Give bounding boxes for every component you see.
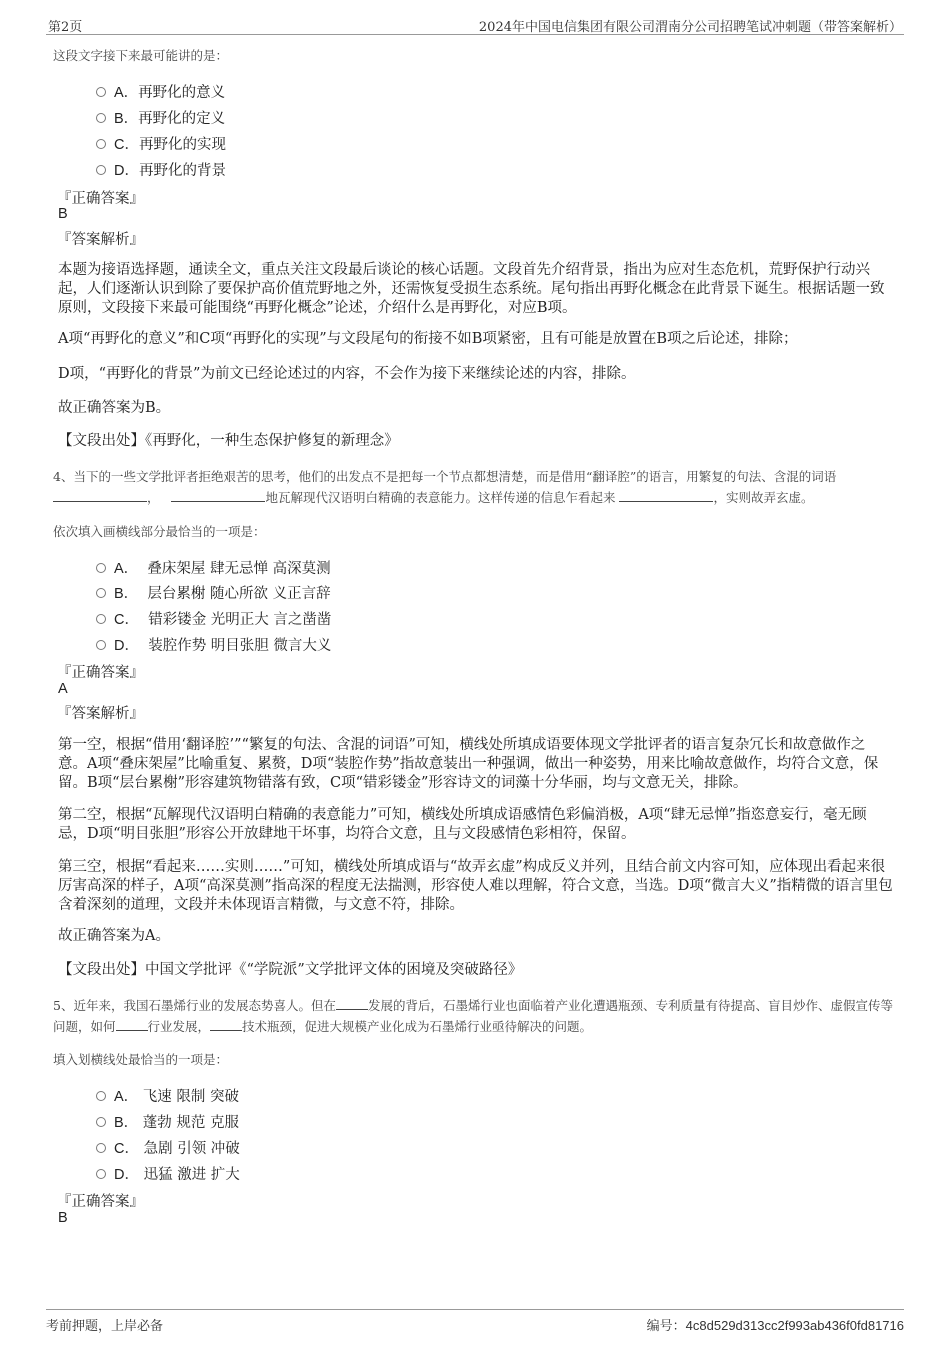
document-title: 2024年中国电信集团有限公司渭南分公司招聘笔试冲刺题（带答案解析） [478, 20, 902, 35]
q4-analysis-p4: 故正确答案为A。 [58, 928, 170, 944]
radio-icon[interactable] [96, 640, 106, 650]
q4-analysis-p1: 第一空，根据“借用‘翻译腔’”“繁复的句法、含混的词语”可知，横线处所填成语要体现文学批评者的语言复杂冗长和故意做作之意。A项“叠床架屋”比喻重复、累赘，D项“装腔作势”指故意装出一种强调，做出一种姿势，用来比喻故意做作，均符合文意，保留。B项“层台累榭”形容建筑物错落有致，C项“错彩镂金”形容诗文的词藻十分华丽，均与文意无关，排除。 [58, 737, 879, 791]
q4-option-b[interactable]: B． 层台累榭 随心所欲 义正言辞 [96, 582, 331, 602]
q3-analysis-label: 『答案解析』 [57, 232, 144, 248]
radio-icon[interactable] [96, 1143, 106, 1153]
q3-analysis-p4: 故正确答案为B。 [58, 400, 171, 416]
radio-icon[interactable] [96, 113, 106, 123]
q3-answer-label: 『正确答案』 [57, 191, 144, 207]
q4-option-a[interactable]: A． 叠床架屋 肆无忌惮 高深莫测 [96, 557, 331, 577]
q4-blank-1[interactable] [53, 489, 147, 502]
q5-blank-1[interactable] [336, 997, 368, 1010]
q3-answer: B [58, 206, 68, 222]
q5-blank-3[interactable] [210, 1018, 242, 1031]
q5-option-d[interactable]: D． 迅猛 激进 扩大 [96, 1163, 240, 1183]
q4-analysis-label: 『答案解析』 [57, 706, 144, 722]
footer-slogan: 考前押题，上岸必备 [46, 1319, 164, 1334]
q4-option-c[interactable]: C． 错彩镂金 光明正大 言之凿凿 [96, 608, 331, 628]
q5-option-c[interactable]: C． 急剧 引领 冲破 [96, 1137, 240, 1157]
radio-icon[interactable] [96, 1091, 106, 1101]
radio-icon[interactable] [96, 614, 106, 624]
radio-icon[interactable] [96, 1117, 106, 1127]
radio-icon[interactable] [96, 588, 106, 598]
q5-option-a[interactable]: A． 飞速 限制 突破 [96, 1085, 239, 1105]
q5-blank-2[interactable] [116, 1018, 148, 1031]
q3-prompt: 这段文字接下来最可能讲的是： [53, 48, 229, 63]
q3-option-a[interactable]: A．再野化的意义 [96, 81, 225, 101]
q3-option-b[interactable]: B．再野化的定义 [96, 107, 225, 127]
q4-analysis-p3: 第三空，根据“看起来……实则……”可知，横线处所填成语与“故弄玄虚”构成反义并列，且结合前文内容可知，应体现出看起来很厉害高深的样子，A项“高深莫测”指高深的程度无法揣测，形容使人难以理解，符合文意，当选。D项“微言大义”指精微的语言里包含着深刻的道理，文段并未体现语言精微，与文意不符，排除。 [58, 859, 893, 913]
q3-option-c[interactable]: C．再野化的实现 [96, 133, 226, 153]
page-footer [46, 1309, 904, 1332]
q5-answer: B [58, 1210, 68, 1226]
radio-icon[interactable] [96, 563, 106, 573]
radio-icon[interactable] [96, 87, 106, 97]
q4-source: 【文段出处】中国文学批评《“学院派”文学批评文体的困境及突破路径》 [58, 962, 523, 978]
q3-analysis-p2: A项“再野化的意义”和C项“再野化的实现”与文段尾句的衔接不如B项紧密，且有可能是放置在B项之后论述，排除； [58, 331, 798, 347]
q5-option-b[interactable]: B． 蓬勃 规范 克服 [96, 1111, 239, 1131]
q3-analysis-p1: 本题为接语选择题，通读全文，重点关注文段最后谈论的核心话题。文段首先介绍背景，指出为应对生态危机，荒野保护行动兴起，人们逐渐认识到除了要保护高价值荒野地之外，还需恢复受损生态系统。尾句指出再野化概念在此背景下诞生。根据话题一致原则，文段接下来最可能围绕“再野化概念”论述，介绍什么是再野化，对应B项。 [58, 262, 885, 316]
q3-option-d[interactable]: D．再野化的背景 [96, 159, 226, 179]
q4-answer: A [58, 681, 68, 697]
q4-prompt: 依次填入画横线部分最恰当的一项是： [53, 524, 266, 539]
q3-source: 【文段出处】《再野化，一种生态保护修复的新理念》 [58, 433, 399, 449]
radio-icon[interactable] [96, 165, 106, 175]
page-header [46, 14, 904, 35]
q3-analysis-p3: D项，“再野化的背景”为前文已经论述过的内容，不会作为接下来继续论述的内容，排除。 [58, 366, 636, 382]
q5-answer-label: 『正确答案』 [57, 1194, 144, 1210]
q5-stem: 5、近年来，我国石墨烯行业的发展态势喜人。但在 发展的背后，石墨烯行业也面临着产业化遭遇瓶颈、专利质量有待提高、盲目炒作、虚假宣传等问题，如何 行业发展， 技术瓶颈，促进大规模产业化成为石墨烯行业亟待解决的问题。 [53, 998, 893, 1034]
footer-code: 编号：4c8d529d313cc2f993ab436f0fd81716 [646, 1318, 904, 1334]
page-number: 第2页 [48, 20, 83, 35]
q4-answer-label: 『正确答案』 [57, 665, 144, 681]
radio-icon[interactable] [96, 139, 106, 149]
q4-option-d[interactable]: D． 装腔作势 明目张胆 微言大义 [96, 634, 331, 654]
q4-blank-3[interactable] [619, 489, 713, 502]
radio-icon[interactable] [96, 1169, 106, 1179]
q4-analysis-p2: 第二空，根据“瓦解现代汉语明白精确的表意能力”可知，横线处所填成语感情色彩偏消极，A项“肆无忌惮”指恣意妄行，毫无顾忌，D项“明目张胆”形容公开放肆地干坏事，均符合文意，且与文段感情色彩相符，保留。 [58, 807, 867, 842]
q4-stem: 4、当下的一些文学批评者拒绝艰苦的思考，他们的出发点不是把每一个节点都想清楚，而是借用“翻译腔”的语言，用繁复的句法、含混的词语 ， 地瓦解现代汉语明白精确的表意能力。这样传递的信息乍看起来 ，实则故弄玄虚。 [53, 469, 837, 505]
q5-prompt: 填入划横线处最恰当的一项是： [53, 1052, 229, 1067]
q4-blank-2[interactable] [171, 489, 265, 502]
